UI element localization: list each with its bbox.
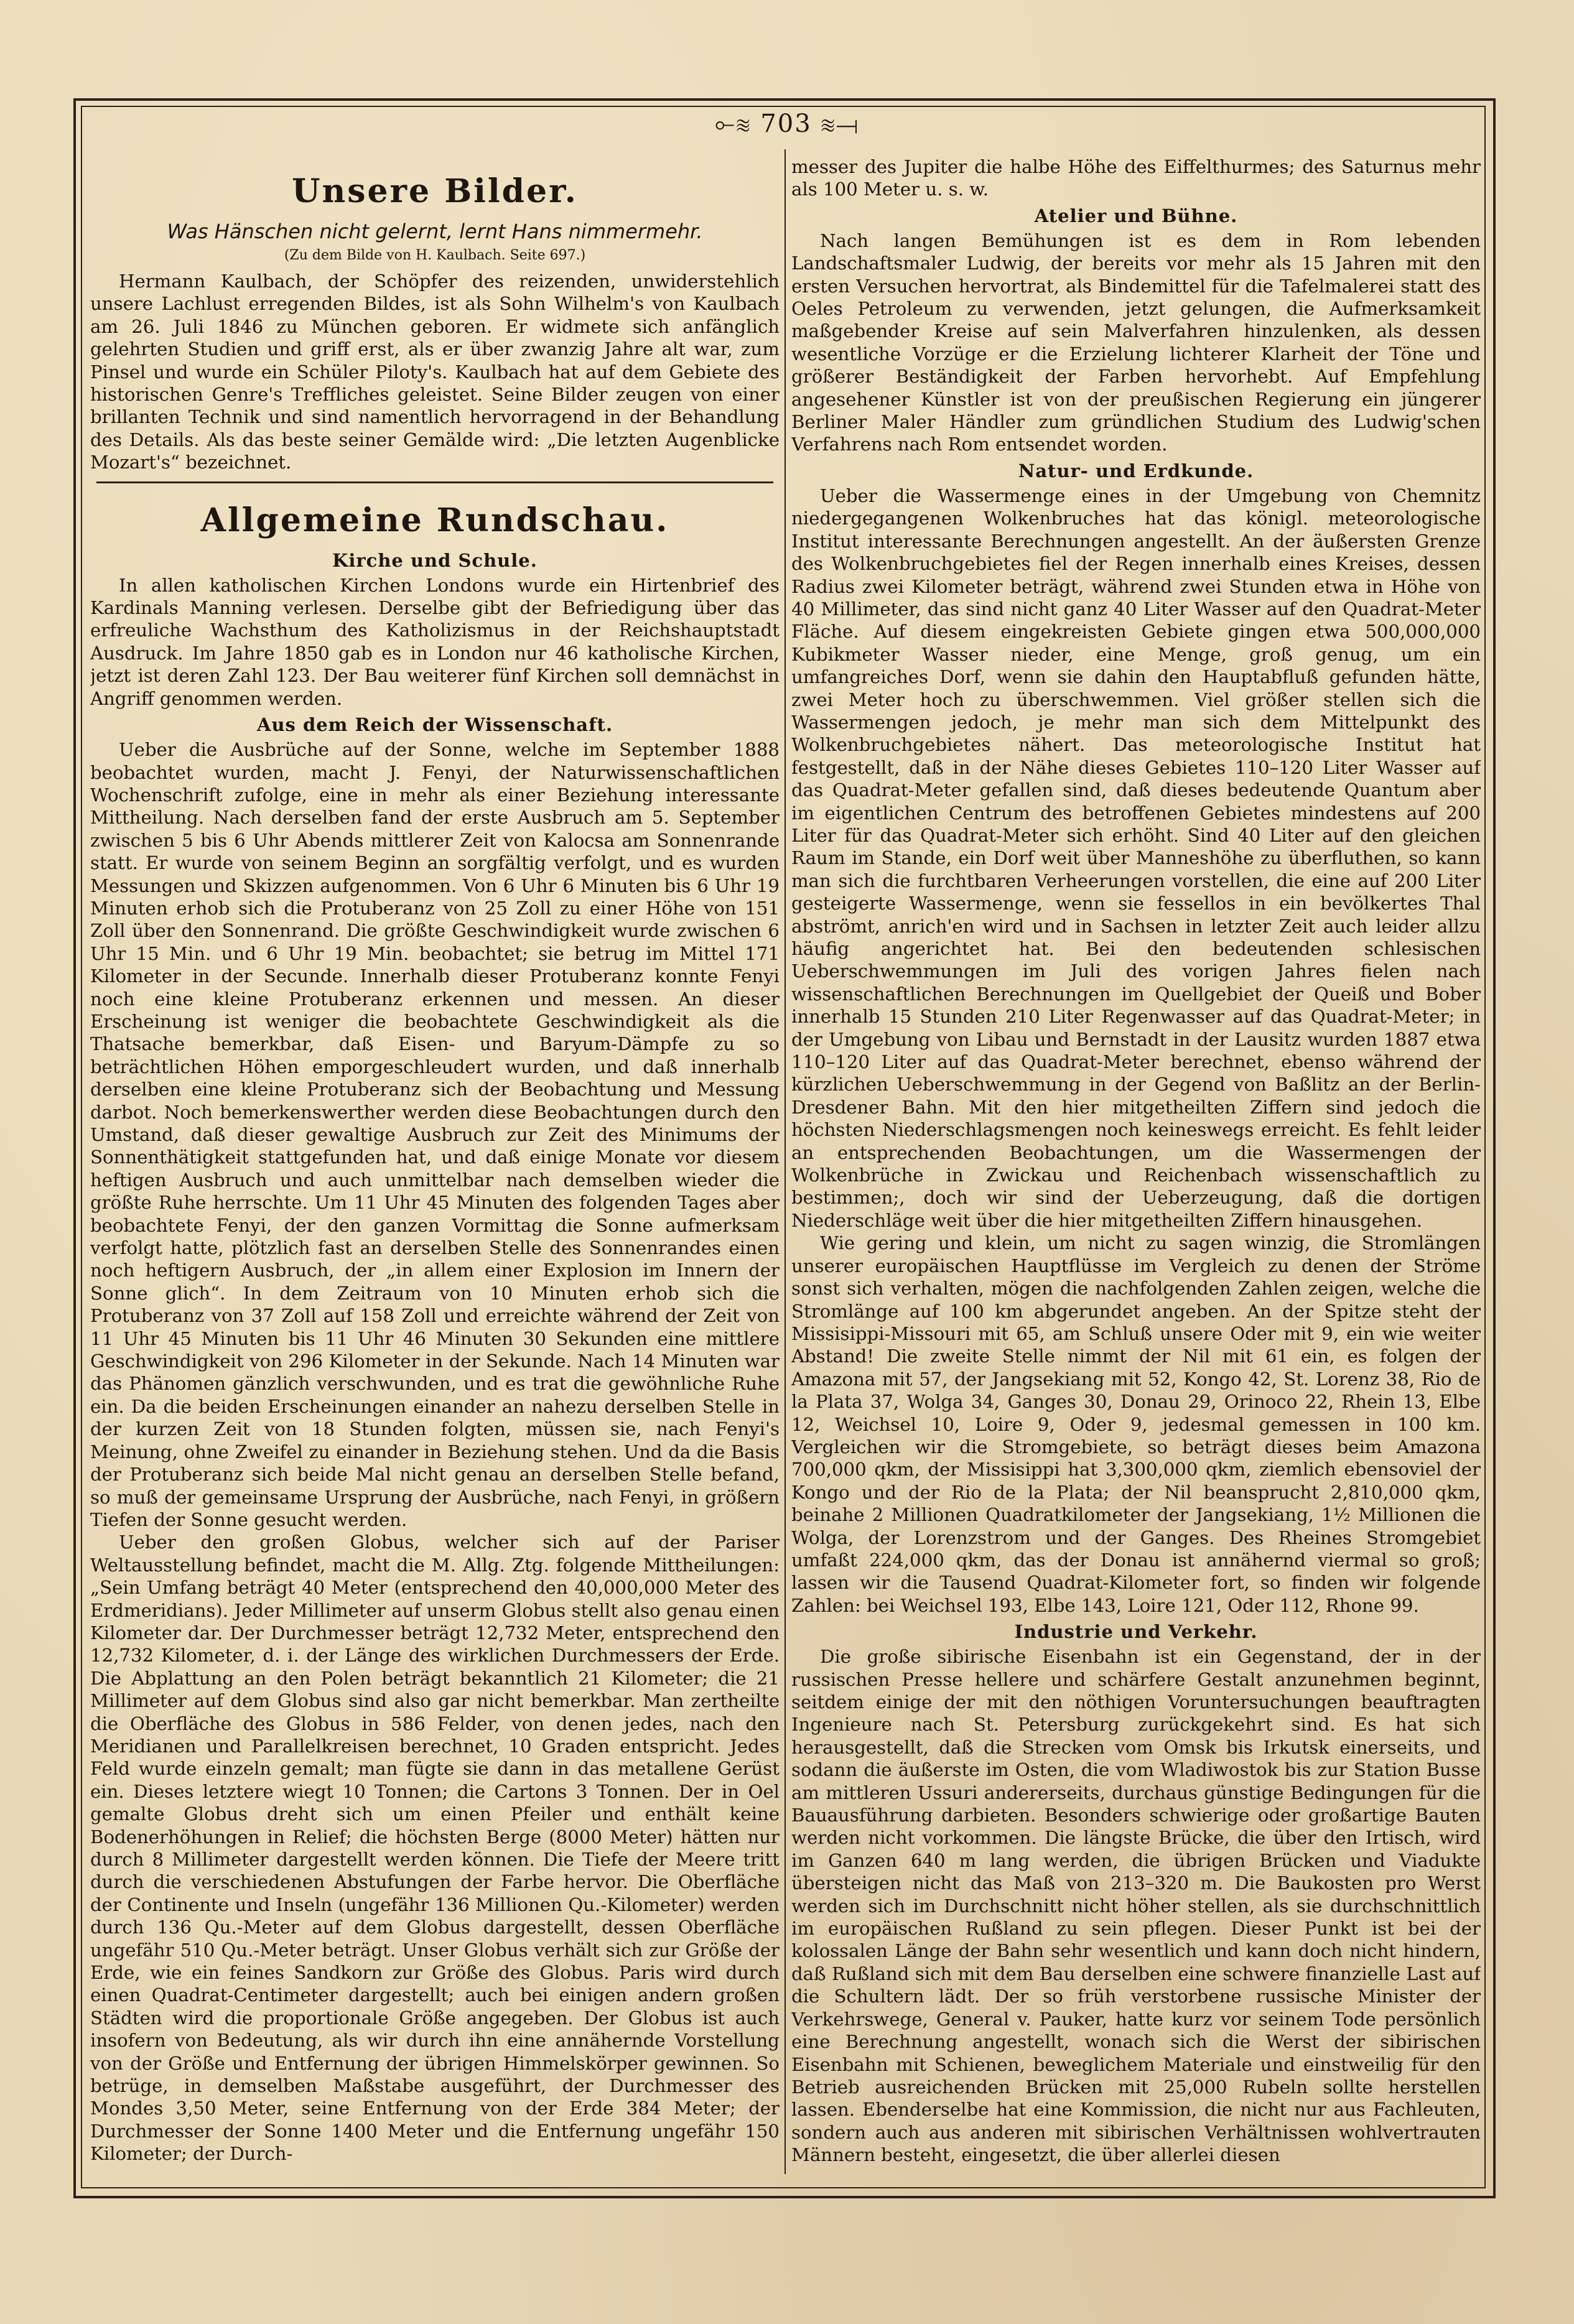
ornament-left-icon: ⟜≋: [715, 109, 752, 138]
paragraph-kirche: In allen katholischen Kirchen Londons wurde ein Hirtenbrief des Kardinals Manning verlesen. Derselbe gibt der Befriedigung über das erfreuliche Wachsthum des Katholizismus in der Reichshauptstadt Ausdruck. Im Jahre 1850 gab es in London nur 46 katholische Kirchen, jetzt ist deren Zahl 123. Der Bau weiterer fünf Kirchen soll demnächst in Angriff genommen werden.: [90, 574, 780, 709]
right-column: [791, 156, 1481, 2171]
section-divider: [96, 481, 773, 483]
paragraph-atelier: Nach langen Bemühungen ist es dem in Rom lebenden Landschaftsmaler Ludwig, der bereits vor mehr als 15 Jahren mit den ersten Versuchen hervortrat, als Bindemittel für die Tafelmalerei statt des Oeles Petroleum zu verwenden, jetzt gelungen, die Aufmerksamkeit maßgebender Kreise auf sein Malverfahren hinzulenken, als dessen wesentliche Vorzüge er die Erzielung lichterer Klarheit der Töne und größerer Beständigkeit der Farben hervorhebt. Auf Empfehlung angesehener Künstler ist von der preußischen Regierung ein jüngerer Berliner Maler Händler zum gründlichen Studium des Ludwig'schen Verfahrens nach Rom entsendet worden.: [791, 230, 1481, 455]
page-number: 703: [760, 109, 812, 138]
paragraph-sibirische-eisenbahn: Die große sibirische Eisenbahn ist ein Gegenstand, der in der russischen Presse hellere und schärfere Gestalt anzunehmen beginnt, seitdem einige der mit den nöthigen Voruntersuchungen beauftragten Ingenieure nach St. Petersburg zurückgekehrt sind. Es hat sich herausgestellt, daß die Strecken vom Omsk bis Irkutsk einerseits, und sodann die äußerste im Osten, die vom Wladiwostok bis zur Station Busse am mittleren Ussuri andererseits, durchaus günstige Bedingungen für die Bauausführung darbieten. Besonders schwierige oder großartige Bauten werden nicht vorkommen. Die längste Brücke, die über den Irtisch, wird im Ganzen 640 m lang werden, die übrigen Brücken und Viadukte übersteigen nicht das Maß von 213–320 m. Die Baukosten pro Werst werden sich im Durchschnitt nicht höher stellen, als sie durchschnittlich im europäischen Rußland zu sein pflegen. Dieser Punkt ist bei der kolossalen Länge der Bahn sehr wesentlich und kann doch nicht hindern, daß Rußland sich mit dem Bau derselben eine schwere finanzielle Last auf die Schultern lädt. Der so früh verstorbene russische Minister der Verkehrswege, General v. Pauker, hatte kurz vor seinem Tode persönlich eine Berechnung angestellt, wonach sich die Werst der sibirischen Eisenbahn mit Schienen, beweglichem Materiale und einstweilig für den Betrieb ausreichenden Brücken mit 25,000 Rubeln sollte herstellen lassen. Ebenderselbe hat eine Kommission, die nicht nur aus Fachleuten, sondern auch aus anderen mit sibirischen Verhältnissen wohlvertrauten Männern besteht, eingesetzt, die über allerlei diesen: [791, 1646, 1481, 2166]
heading-natur-erdkunde: Natur- und Erdkunde.: [1018, 460, 1254, 481]
paragraph-globus: Ueber den großen Globus, welcher sich auf der Pariser Weltausstellung befindet, macht die M. Allg. Ztg. folgende Mittheilungen: „Sein Umfang beträgt 40 Meter (entsprechend den 40,000,000 Meter des Erdmeridians). Jeder Millimeter auf unserm Globus stellt also genau einen Kilometer dar. Der Durchmesser beträgt 12,732 Meter, entsprechend den 12,732 Kilometer, d. i. der Länge des wirklichen Durchmessers der Erde. Die Abplattung an den Polen beträgt bekanntlich 21 Kilometer; die 21 Millimeter auf dem Globus sind also gar nicht bemerkbar. Man zertheilte die Oberfläche des Globus in 586 Felder, von denen jedes, nach den Meridianen und Parallelkreisen berechnet, 10 Graden entspricht. Jedes Feld wurde einzeln gemalt; man fügte sie dann in das metallene Gerüst ein. Dieses letztere wiegt 10 Tonnen; die Cartons 3 Tonnen. Der in Oel gemalte Globus dreht sich um einen Pfeiler und enthält keine Bodenerhöhungen in Relief; die höchsten Berge (8000 Meter) hätten nur durch 8 Millimeter dargestellt werden können. Die Tiefe der Meere tritt durch die verschiedenen Abstufungen der Farbe hervor. Die Oberfläche der Continente und Inseln (ungefähr 136 Millionen Qu.-Kilometer) werden durch 136 Qu.-Meter auf dem Globus dargestellt, dessen Oberfläche ungefähr 510 Qu.-Meter beträgt. Unser Globus verhält sich zur Größe der Erde, wie ein feines Sandkorn zur Größe des Globus. Paris wird durch einen Quadrat-Centimeter dargestellt; auch bei einigen andern großen Städten wird die proportionale Größe angegeben. Der Globus ist auch insofern von Bedeutung, als wir durch ihn eine annähernde Vorstellung von der Größe und Entfernung der übrigen Himmelskörper gewinnen. So betrüge, in demselben Maßstabe ausgeführt, der Durchmesser des Mondes 3,50 Meter, seine Entfernung von der Erde 384 Meter; der Durchmesser der Sonne 1400 Meter und die Entfernung ungefähr 150 Kilometer; der Durch-: [90, 1532, 780, 2165]
paragraph-wolkenbruch: Ueber die Wassermenge eines in der Umgebung von Chemnitz niedergegangenen Wolkenbruches hat das königl. meteorologische Institut interessante Berechnungen angestellt. An der äußersten Grenze des Wolkenbruchgebietes fiel der Regen innerhalb eines Kreises, dessen Radius zwei Kilometer beträgt, während zwei Stunden etwa in Höhe von 40 Millimeter, das sind nicht ganz 40 Liter Wasser auf den Quadrat-Meter Fläche. Auf diesem eingekreisten Gebiete gingen etwa 500,000,000 Kubikmeter Wasser nieder, eine Menge, groß genug, um ein umfangreiches Dorf, wenn sie dahin den Hauptabfluß gefunden hätte, zwei Meter hoch zu überschwemmen. Viel größer stellen sich die Wassermengen jedoch, je mehr man sich dem Mittelpunkt des Wolkenbruchgebietes nähert. Das meteorologische Institut hat festgestellt, daß in der Nähe dieses Gebietes 110–120 Liter Wasser auf das Quadrat-Meter gefallen sind, daß dieses bedeutende Quantum aber im eigentlichen Centrum des betroffenen Gebietes mindestens auf 200 Liter für das Quadrat-Meter sich erhöht. Sind 40 Liter auf den gleichen Raum im Stande, ein Dorf weit über Manneshöhe zu überfluthen, so kann man sich die furchtbaren Verheerungen vorstellen, die eine auf 200 Liter gesteigerte Wassermenge, wenn sie fessellos in ein bevölkertes Thal abströmt, anrich'en wird und in Sachsen in letzter Zeit auch leider allzu häufig angerichtet hat. Bei den bedeutenden schlesischen Ueberschwemmungen im Juli des vorigen Jahres fielen nach wissenschaftlichen Berechnungen im Quellgebiet der Queiß und Bober innerhalb 15 Stunden 210 Liter Regenwasser auf das Quadrat-Meter; in der Umgebung von Libau und Bernstadt in der Lausitz wurden 1887 etwa 110–120 Liter auf das Quadrat-Meter berechnet, ebenso während der kürzlichen Ueberschwemmung in der Gegend von Baßlitz an der Berlin-Dresdener Bahn. Mit den hier mitgetheilten Ziffern sind jedoch die höchsten Niederschlagsmengen noch keineswegs erreicht. Es fehlt leider an entsprechenden Beobachtungen, um die Wassermengen der Wolkenbrüche in Zwickau und Reichenbach wissenschaftlich zu bestimmen;, doch wir sind der Ueberzeugung, daß die dortigen Niederschläge weit über die hier mitgetheilten Ziffern hinausgehen.: [791, 485, 1481, 1231]
heading-wissenschaft: Aus dem Reich der Wissenschaft.: [256, 714, 613, 736]
section-title-rundschau: Allgemeine Rundschau.: [200, 501, 669, 539]
ornament-right-icon: ≋⟞: [821, 109, 859, 138]
paragraph-stromlaengen: Wie gering und klein, um nicht zu sagen winzig, die Stromlängen unserer europäischen Hauptflüsse im Vergleich zu denen der Ströme sonst sich verhalten, mögen die nachfolgenden Zahlen zeigen, welche die Stromlänge auf 100 km abgerundet angeben. An der Spitze steht der Missisippi-Missouri mit 65, am Schluß unsere Oder mit 9, ein wie weiter Abstand! Die zweite Stelle nimmt der Nil mit 61 ein, es folgen der Amazona mit 57, der Jangsekiang mit 52, Kongo 42, St. Lorenz 38, Rio de la Plata 37, Wolga 34, Ganges 30, Donau 29, Orinoco 22, Rhein 13, Elbe 12, Weichsel 10, Loire 9, Oder 9, jedesmal gemessen in 100 km. Vergleichen wir die Stromgebiete, so beträgt dieses beim Amazona 700,000 qkm, der Missisippi hat 3,300,000 qkm, ziemlich ebensoviel der Kongo und der Rio de la Plata; der Nil beansprucht 2,810,000 qkm, beinahe 2 Millionen Quadratkilometer der Jangsekiang, 1½ Millionen die Wolga, der Lorenzstrom und der Ganges. Des Rheines Stromgebiet umfaßt 224,000 qkm, das der Donau ist annähernd viermal so groß; lassen wir die Tausend Quadrat-Kilometer fort, so finden wir folgende Zahlen: bei Weichsel 193, Elbe 143, Loire 121, Oder 112, Rhone 99.: [791, 1232, 1481, 1616]
heading-kirche-schule: Kirche und Schule.: [332, 549, 538, 571]
paragraph-sonne: Ueber die Ausbrüche auf der Sonne, welche im September 1888 beobachtet wurden, macht J. Fenyi, der Naturwissenschaftlichen Wochenschrift zufolge, eine in mehr als einer Beziehung interessante Mittheilung. Nach derselben fand der erste Ausbruch am 5. September zwischen 5 bis 6 Uhr Abends mittlerer Zeit von Kalocsa am Sonnenrande statt. Er wurde von seinem Beginn an sorgfältig verfolgt, und es wurden Messungen und Skizzen aufgenommen. Von 6 Uhr 6 Minuten bis 6 Uhr 19 Minuten erhob sich die Protuberanz von 25 Zoll zu einer Höhe von 151 Zoll über den Sonnenrand. Die größte Geschwindigkeit wurde zwischen 6 Uhr 15 Min. und 6 Uhr 19 Min. beobachtet; sie betrug im Mittel 171 Kilometer in der Secunde. Innerhalb dieser Protuberanz konnte Fenyi noch eine kleine Protuberanz erkennen und messen. An dieser Erscheinung ist weniger die beobachtete Geschwindigkeit als die Thatsache bemerkbar, daß Eisen- und Baryum-Dämpfe zu so beträchtlichen Höhen emporgeschleudert wurden, und daß innerhalb derselben eine kleine Protuberanz sich der Beobachtung und Messung darbot. Noch bemerkenswerther werden diese Beobachtungen durch den Umstand, daß dieser gewaltige Ausbruch zur Zeit des Minimums der Sonnenthätigkeit stattgefunden hat, und daß einige Monate vor diesem heftigen Ausbruch und auch unmittelbar nach demselben wieder die größte Ruhe herrschte. Um 11 Uhr 45 Minuten des folgenden Tages aber beobachtete Fenyi, der den ganzen Vormittag die Sonne aufmerksam verfolgt hatte, plötzlich fast an derselben Stelle des Sonnenrandes einen noch heftigern Ausbruch, der „in allem einer Explosion im Innern der Sonne glich“. In dem Zeitraum von 10 Minuten erhob sich die Protuberanz von 37 Zoll auf 158 Zoll und erreichte während der Zeit von 11 Uhr 45 Minuten bis 11 Uhr 46 Minuten 30 Sekunden eine mittlere Geschwindigkeit von 296 Kilometer in der Sekunde. Nach 14 Minuten war das Phänomen gänzlich verschwunden, und es trat die gewöhnliche Ruhe ein. Da die beiden Erscheinungen einander an nahezu derselben Stelle in der kurzen Zeit von 18 Stunden folgten, müssen sie, nach Fenyi's Meinung, ohne Zweifel zu einander in Beziehung stehen. Und da die Basis der Protuberanz sich beide Mal nicht genau an derselben Stelle befand, so muß der gemeinsame Ursprung der Ausbrüche, nach Fenyi, in größern Tiefen der Sonne gesucht werden.: [90, 739, 780, 1530]
paragraph-kaulbach: Hermann Kaulbach, der Schöpfer des reizenden, unwiderstehlich unsere Lachlust erregenden Bildes, ist als Sohn Wilhelm's von Kaulbach am 26. Juli 1846 zu München geboren. Er widmete sich anfänglich gelehrten Studien und griff erst, als er über zwanzig Jahre alt war, zum Pinsel und wurde ein Schüler Piloty's. Kaulbach hat auf dem Gebiete des historischen Genre's Treffliches geleistet. Seine Bilder zeugen von einer brillanten Technik und sind namentlich hervorragend in der Behandlung des Details. Als das beste seiner Gemälde wird: „Die letzten Augenblicke Mozart's“ bezeichnet.: [90, 271, 780, 473]
paragraph-continuation: messer des Jupiter die halbe Höhe des Eiffelthurmes; des Saturnus mehr als 100 Meter u. s. w.: [791, 156, 1481, 200]
page-number-header: [0, 109, 1574, 138]
picture-caption-title: Was Hänschen nicht gelernt, lernt Hans nimmermehr.: [167, 220, 703, 243]
picture-credit: (Zu dem Bilde von H. Kaulbach. Seite 697.): [284, 248, 586, 263]
heading-industrie-verkehr: Industrie und Verkehr.: [1014, 1621, 1258, 1643]
left-column: [90, 156, 780, 2171]
column-divider: [785, 149, 786, 2174]
section-title-unsere-bilder: Unsere Bilder.: [292, 172, 578, 210]
heading-atelier-buehne: Atelier und Bühne.: [1034, 205, 1238, 226]
